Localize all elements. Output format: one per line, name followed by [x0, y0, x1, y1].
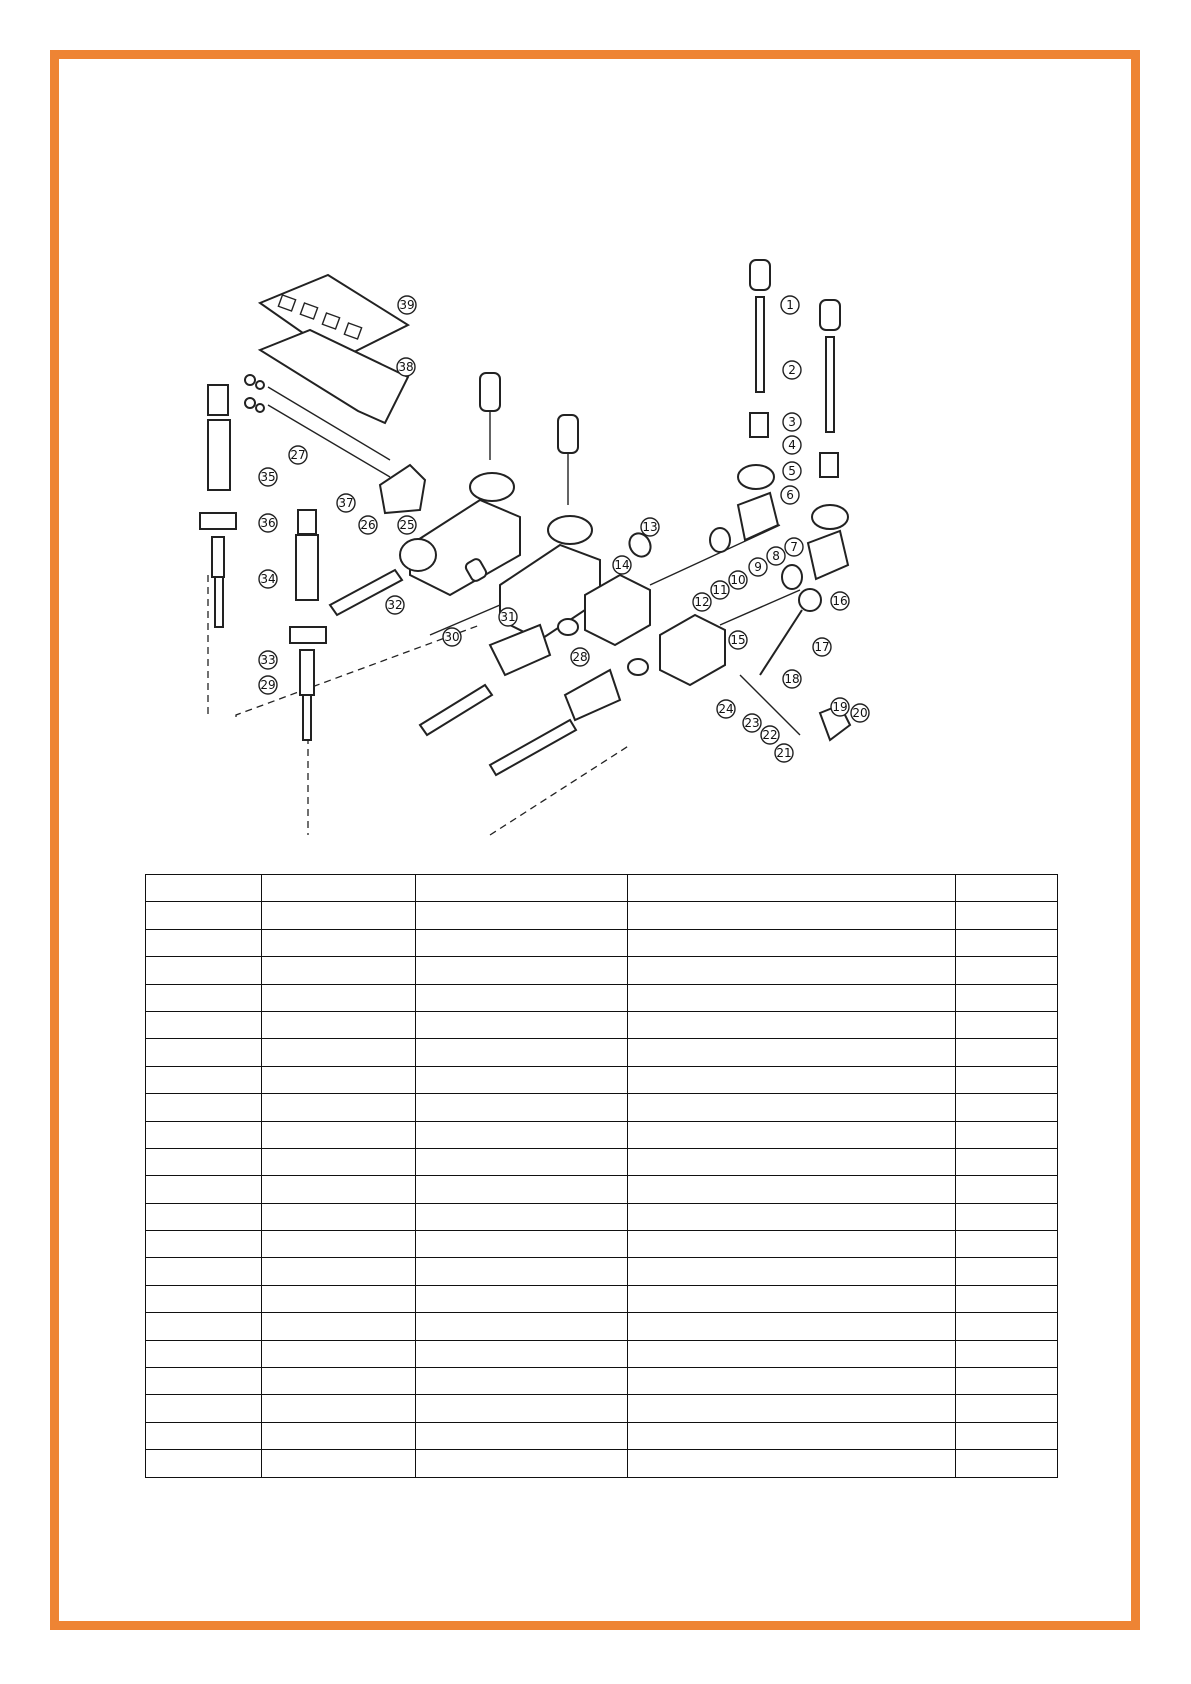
table-cell [415, 929, 628, 956]
table-row [146, 1368, 1058, 1395]
table-row [146, 1176, 1058, 1203]
table-cell [628, 1231, 956, 1258]
table-cell [628, 902, 956, 929]
table-row [146, 1313, 1058, 1340]
table-cell [956, 1203, 1058, 1230]
table-cell [146, 1450, 262, 1477]
table-row [146, 1450, 1058, 1477]
table-cell [628, 957, 956, 984]
table-row [146, 875, 1058, 902]
svg-text:16: 16 [832, 594, 848, 608]
table-row [146, 1094, 1058, 1121]
table-cell [415, 1258, 628, 1285]
table-cell [956, 1395, 1058, 1422]
table-cell [261, 1340, 415, 1367]
table-row [146, 1258, 1058, 1285]
table-cell [146, 1313, 262, 1340]
svg-text:31: 31 [500, 610, 516, 624]
table-cell [956, 1039, 1058, 1066]
table-cell [415, 1121, 628, 1148]
table-cell [956, 1313, 1058, 1340]
table-cell [415, 1039, 628, 1066]
table-cell [261, 1368, 415, 1395]
svg-text:18: 18 [784, 672, 800, 686]
table-cell [956, 875, 1058, 902]
svg-text:36: 36 [260, 516, 276, 530]
table-cell [628, 929, 956, 956]
table-cell [415, 957, 628, 984]
svg-text:24: 24 [718, 702, 734, 716]
table-cell [146, 875, 262, 902]
table-cell [956, 957, 1058, 984]
table-row [146, 1203, 1058, 1230]
table-cell [261, 1148, 415, 1175]
table-cell [956, 1285, 1058, 1312]
table-cell [261, 1285, 415, 1312]
table-cell [415, 1340, 628, 1367]
svg-text:13: 13 [642, 520, 658, 534]
table-cell [956, 1231, 1058, 1258]
table-cell [261, 902, 415, 929]
table-cell [146, 1340, 262, 1367]
table-cell [261, 957, 415, 984]
table-cell [146, 1011, 262, 1038]
svg-text:4: 4 [788, 438, 796, 452]
table-cell [415, 1395, 628, 1422]
table-cell [146, 929, 262, 956]
table-cell [628, 1285, 956, 1312]
table-cell [415, 984, 628, 1011]
svg-text:21: 21 [776, 746, 792, 760]
svg-text:20: 20 [852, 706, 868, 720]
table-cell [146, 1422, 262, 1449]
table-cell [261, 1422, 415, 1449]
table-row [146, 1285, 1058, 1312]
table-cell [261, 1176, 415, 1203]
parts-table [145, 874, 1058, 1478]
table-cell [415, 1450, 628, 1477]
table-cell [146, 1094, 262, 1121]
svg-text:32: 32 [387, 598, 403, 612]
parts-table-body [146, 875, 1058, 1478]
table-cell [956, 984, 1058, 1011]
left-sleeve-assembly [200, 385, 236, 627]
table-cell [261, 1395, 415, 1422]
svg-text:30: 30 [444, 630, 460, 644]
table-cell [261, 1313, 415, 1340]
table-cell [956, 1066, 1058, 1093]
table-cell [628, 1066, 956, 1093]
svg-text:35: 35 [260, 470, 276, 484]
table-cell [415, 1422, 628, 1449]
svg-text:38: 38 [398, 360, 414, 374]
table-cell [261, 984, 415, 1011]
svg-text:11: 11 [712, 583, 728, 597]
table-cell [628, 1176, 956, 1203]
table-cell [415, 1313, 628, 1340]
table-cell [146, 984, 262, 1011]
table-row [146, 1039, 1058, 1066]
table-cell [415, 1176, 628, 1203]
table-cell [146, 1148, 262, 1175]
table-cell [956, 1422, 1058, 1449]
table-cell [146, 1121, 262, 1148]
svg-text:37: 37 [338, 496, 354, 510]
svg-text:33: 33 [260, 653, 276, 667]
table-cell [628, 984, 956, 1011]
table-cell [415, 1368, 628, 1395]
svg-text:3: 3 [788, 415, 796, 429]
table-cell [956, 902, 1058, 929]
table-cell [146, 1203, 262, 1230]
table-cell [628, 1258, 956, 1285]
table-cell [956, 929, 1058, 956]
svg-text:34: 34 [260, 572, 276, 586]
svg-text:22: 22 [762, 728, 778, 742]
table-row [146, 1148, 1058, 1175]
table-cell [956, 1340, 1058, 1367]
table-cell [261, 1203, 415, 1230]
table-cell [628, 1121, 956, 1148]
table-cell [415, 1285, 628, 1312]
table-cell [146, 1039, 262, 1066]
table-cell [261, 1450, 415, 1477]
table-cell [146, 1066, 262, 1093]
table-cell [146, 957, 262, 984]
table-cell [146, 1231, 262, 1258]
table-cell [415, 1011, 628, 1038]
svg-text:26: 26 [360, 518, 376, 532]
table-cell [956, 1176, 1058, 1203]
table-cell [261, 1258, 415, 1285]
table-cell [628, 1203, 956, 1230]
table-row [146, 929, 1058, 956]
table-cell [146, 902, 262, 929]
diagram-svg [180, 255, 980, 855]
table-cell [415, 875, 628, 902]
svg-text:5: 5 [788, 464, 796, 478]
svg-text:23: 23 [744, 716, 760, 730]
table-cell [628, 1148, 956, 1175]
table-cell [261, 1121, 415, 1148]
table-cell [261, 1011, 415, 1038]
svg-text:6: 6 [786, 488, 794, 502]
table-cell [261, 1066, 415, 1093]
table-row [146, 1231, 1058, 1258]
table-cell [146, 1368, 262, 1395]
table-row [146, 957, 1058, 984]
svg-text:10: 10 [730, 573, 746, 587]
table-cell [628, 1313, 956, 1340]
table-cell [628, 875, 956, 902]
table-row [146, 902, 1058, 929]
svg-text:14: 14 [614, 558, 630, 572]
svg-text:29: 29 [260, 678, 276, 692]
table-cell [628, 1422, 956, 1449]
table-cell [956, 1148, 1058, 1175]
table-cell [146, 1395, 262, 1422]
table-cell [415, 1094, 628, 1121]
table-row [146, 1011, 1058, 1038]
table-cell [628, 1450, 956, 1477]
table-cell [628, 1368, 956, 1395]
svg-text:7: 7 [790, 540, 798, 554]
table-cell [146, 1258, 262, 1285]
table-row [146, 1395, 1058, 1422]
table-cell [956, 1450, 1058, 1477]
table-cell [628, 1039, 956, 1066]
svg-text:12: 12 [694, 595, 710, 609]
table-cell [628, 1340, 956, 1367]
svg-text:27: 27 [290, 448, 306, 462]
table-cell [261, 875, 415, 902]
svg-text:19: 19 [832, 700, 848, 714]
svg-text:15: 15 [730, 633, 746, 647]
svg-text:9: 9 [754, 560, 762, 574]
table-cell [956, 1094, 1058, 1121]
table-cell [956, 1368, 1058, 1395]
svg-text:8: 8 [772, 549, 780, 563]
svg-text:17: 17 [814, 640, 830, 654]
table-cell [415, 1203, 628, 1230]
table-cell [628, 1011, 956, 1038]
table-row [146, 1066, 1058, 1093]
table-cell [956, 1258, 1058, 1285]
svg-text:2: 2 [788, 363, 796, 377]
table-cell [415, 1066, 628, 1093]
exploded-parts-diagram [180, 255, 980, 855]
table-cell [956, 1121, 1058, 1148]
table-cell [261, 1231, 415, 1258]
table-cell [415, 1231, 628, 1258]
svg-text:1: 1 [786, 298, 794, 312]
table-cell [628, 1395, 956, 1422]
table-cell [261, 1039, 415, 1066]
table-cell [628, 1094, 956, 1121]
table-cell [956, 1011, 1058, 1038]
table-row [146, 1422, 1058, 1449]
svg-text:28: 28 [572, 650, 588, 664]
table-cell [415, 902, 628, 929]
table-row [146, 1340, 1058, 1367]
table-row [146, 984, 1058, 1011]
table-cell [415, 1148, 628, 1175]
table-cell [261, 929, 415, 956]
cover-plate [260, 330, 408, 423]
table-row [146, 1121, 1058, 1148]
middle-sleeve-assembly [290, 510, 326, 740]
svg-text:25: 25 [399, 518, 415, 532]
svg-text:39: 39 [399, 298, 415, 312]
table-cell [146, 1176, 262, 1203]
table-cell [261, 1094, 415, 1121]
table-cell [146, 1285, 262, 1312]
